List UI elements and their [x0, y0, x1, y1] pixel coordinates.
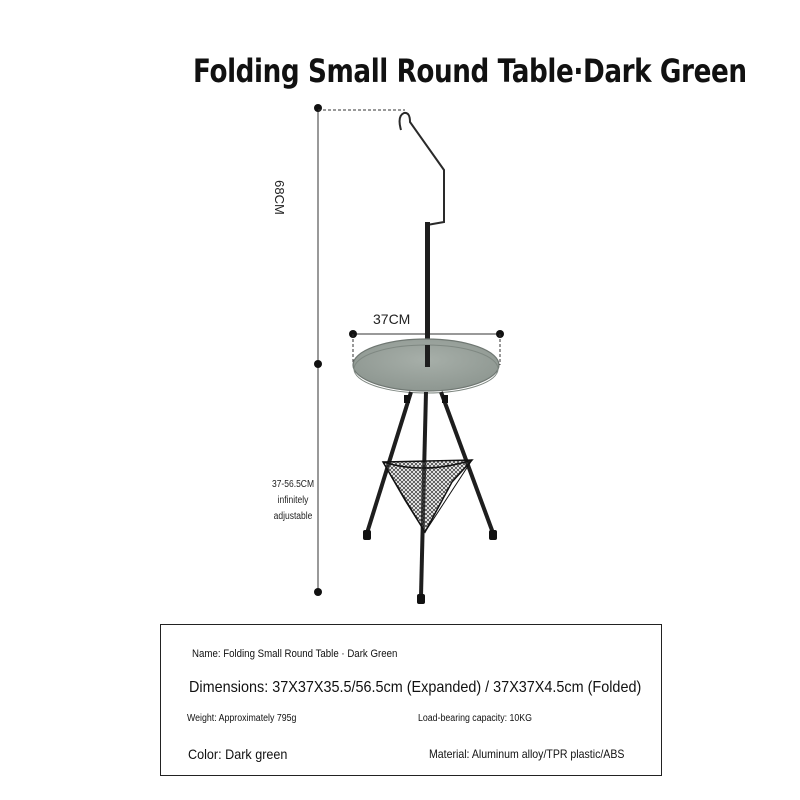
adjustable-height-label [267, 477, 320, 525]
height-dimension-label: 68CM [271, 180, 287, 215]
storage-net [383, 460, 472, 532]
spec-color: Color: Dark green [188, 746, 288, 762]
lantern-hook [400, 113, 444, 225]
adjust-label-line: infinitely [277, 495, 309, 506]
adjust-label-line: adjustable [273, 511, 313, 522]
spec-box [160, 624, 662, 776]
page-title: Folding Small Round Table·Dark Green [193, 52, 747, 90]
adjust-label-line: 37-56.5CM [271, 479, 315, 490]
spec-name: Name: Folding Small Round Table · Dark Green [192, 648, 398, 660]
spec-load-capacity: Load-bearing capacity: 10KG [418, 713, 532, 724]
tabletop [353, 339, 499, 393]
spec-dimensions: Dimensions: 37X37X35.5/56.5cm (Expanded) / 37X37X4.5cm (Folded) [189, 679, 642, 696]
spec-material: Material: Aluminum alloy/TPR plastic/ABS [429, 747, 625, 761]
spec-weight: Weight: Approximately 795g [187, 713, 297, 724]
width-dimension-label: 37CM [373, 311, 411, 327]
